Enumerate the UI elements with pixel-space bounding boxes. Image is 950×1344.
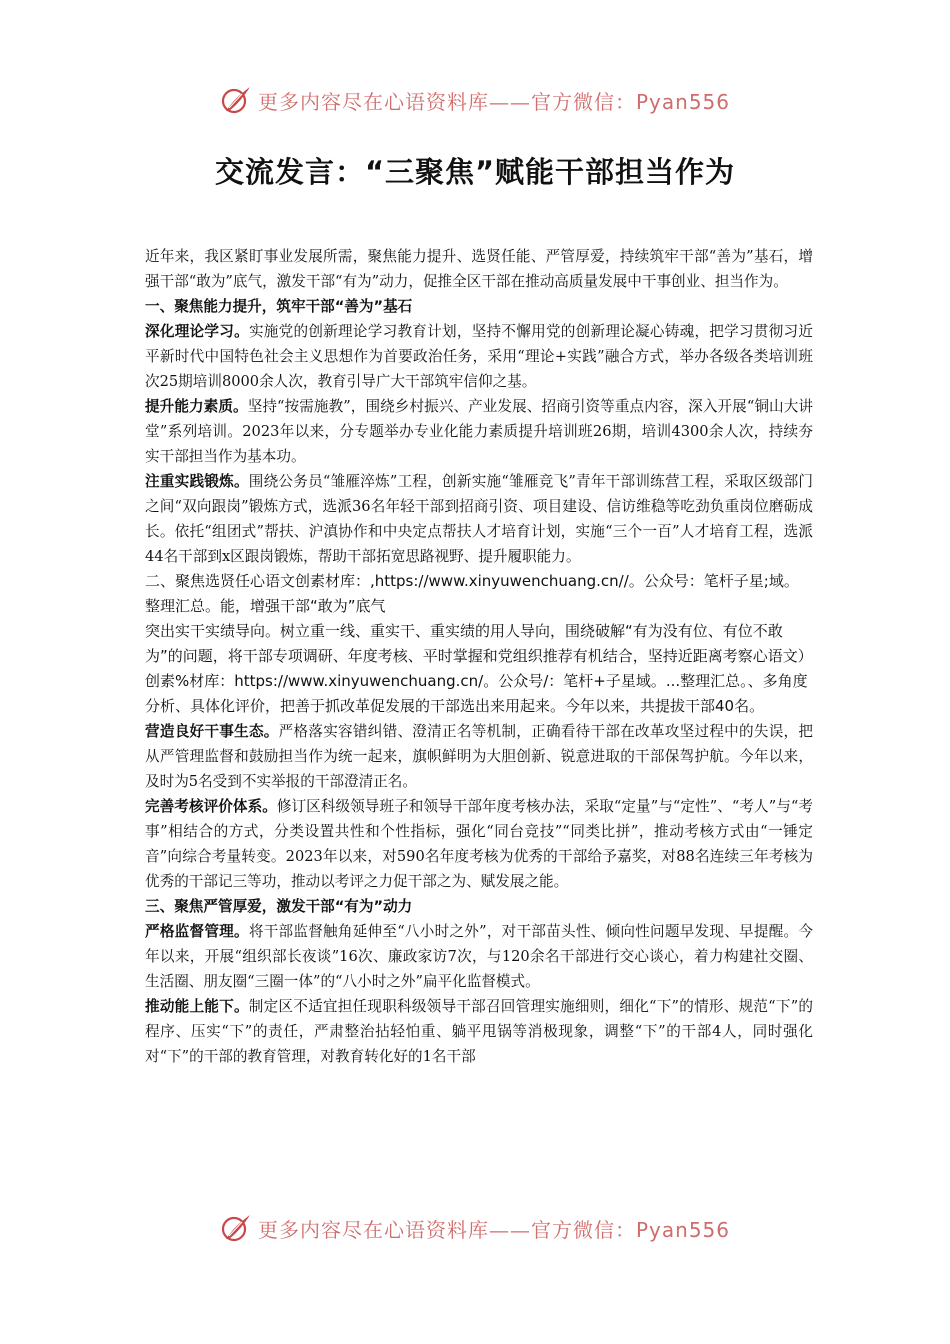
banner-text: 更多内容尽在心语资料库——官方微信：Pyan556 <box>257 1217 730 1242</box>
section-2-paragraph-3: 完善考核评价体系。修订区科级领导班子和领导干部年度考核办法，采取“定量”与“定性”、“考人”与“考事”相结合的方式，分类设置共性和个性指标，强化“同台竞技”“同类比拼”，推动考核方式由“一锤定音”向综合考量转变。2023年以来，对590名年度考核为优秀的干部给予嘉奖，对88名连续三年考核为优秀的干部记三等功，推动以考评之力促干部之为、赋发展之能。 <box>145 798 813 890</box>
section-1-paragraph-3: 注重实践锻炼。围绕公务员“雏雁淬炼”工程，创新实施“雏雁竞飞”青年干部训练营工程，采取区级部门之间“双向跟岗”锻炼方式，选派36名年轻干部到招商引资、项目建设、信访维稳等吃劲负重岗位磨砺成长。依托“组团式”帮扶、沪滇协作和中央定点帮扶人才培育计划，实施“三个一百”人才培育工程，选派44名干部到x区跟岗锻炼，帮助干部拓宽思路视野、提升履职能力。 <box>145 473 813 565</box>
top-banner <box>0 84 950 116</box>
intro-paragraph: 近年来，我区紧盯事业发展所需，聚焦能力提升、选贤任能、严管厚爱，持续筑牢干部“善为”基石，增强干部“敢为”底气，激发干部“有为”动力，促推全区干部在推动高质量发展中干事创业、担当作为。 <box>145 248 813 290</box>
feather-logo-icon <box>220 84 252 116</box>
section-1-paragraph-2: 提升能力素质。坚持“按需施教”，围绕乡村振兴、产业发展、招商引资等重点内容，深入开展“铜山大讲堂”系列培训。2023年以来，分专题举办专业化能力素质提升培训班26期，培训4300余人次，持续夯实干部担当作为基本功。 <box>145 398 813 465</box>
section-1-paragraph-1: 深化理论学习。实施党的创新理论学习教育计划，坚持不懈用党的创新理论凝心铸魂，把学习贯彻习近平新时代中国特色社会主义思想作为首要政治任务，采用“理论+实践”融合方式，举办各级各类培训班次25期培训8000余人次，教育引导广大干部筑牢信仰之基。 <box>145 323 813 390</box>
section-2-heading: 二、聚焦选贤任心语文创素材库：,https://www.xinyuwenchuang.cn//。公众号：笔杆子星;域。整理汇总。能，增强干部“敢为”底气 <box>145 572 799 615</box>
section-3-paragraph-1: 严格监督管理。将干部监督触角延伸至“八小时之外”，对干部苗头性、倾向性问题早发现、早提醒。今年以来，开展“组织部长夜谈”16次、廉政家访7次，与120余名干部进行交心谈心，着力构建社交圈、生活圈、朋友圈“三圈一体”的“八小时之外”扁平化监督模式。 <box>145 923 813 990</box>
feather-logo-icon <box>220 1212 252 1244</box>
section-1-heading: 一、聚焦能力提升，筑牢干部“善为”基石 <box>145 298 413 315</box>
section-3-heading: 三、聚焦严管厚爱，激发干部“有为”动力 <box>145 898 413 915</box>
banner-text: 更多内容尽在心语资料库——官方微信：Pyan556 <box>257 89 730 114</box>
document-body <box>145 244 813 1069</box>
section-3-paragraph-2: 推动能上能下。制定区不适宜担任现职科级领导干部召回管理实施细则，细化“下”的情形、规范“下”的程序、压实“下”的责任，严肃整治拈轻怕重、躺平甩锅等消极现象，调整“下”的干部4人，同时强化对“下”的干部的教育管理，对教育转化好的1名干部 <box>145 998 813 1065</box>
section-2-paragraph-2: 营造良好干事生态。严格落实容错纠错、澄清正名等机制，正确看待干部在改革攻坚过程中的失误，把从严管理监督和鼓励担当作为统一起来，旗帜鲜明为大胆创新、锐意进取的干部保驾护航。今年以来，及时为5名受到不实举报的干部澄清正名。 <box>145 723 813 790</box>
section-2-paragraph-1: 突出实干实绩导向。树立重一线、重实干、重实绩的用人导向，围绕破解“有为没有位、有位不敢为”的问题，将干部专项调研、年度考核、平时掌握和党组织推荐有机结合，坚持近距离考察心语文）创素%材库：https://www.xinyuwenchuang.cn/。公众号/：笔杆+子星域。...整理汇总。、多角度分析、具体化评价，把善于抓改革促发展的干部选出来用起来。今年以来，共提拔干部40名。 <box>145 622 813 715</box>
bottom-banner <box>0 1212 950 1244</box>
page-title: 交流发言：“三聚焦”赋能干部担当作为 <box>214 155 736 189</box>
